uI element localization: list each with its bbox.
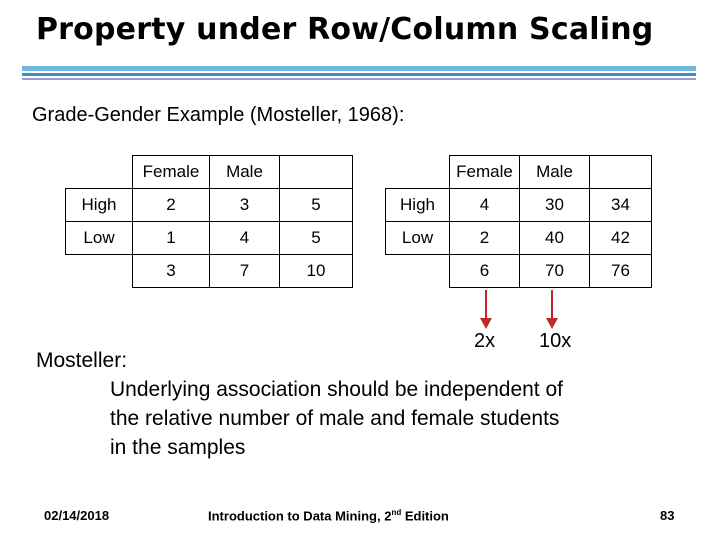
table-cell: 2 <box>133 189 210 222</box>
table-row-totals <box>66 255 353 288</box>
title-rule-top <box>22 66 696 71</box>
table-row-label: High <box>66 189 133 222</box>
table-cell: 7 <box>210 255 280 288</box>
table-cell: 42 <box>590 222 652 255</box>
note-line: Underlying association should be independent of <box>110 378 563 401</box>
table-row <box>66 189 353 222</box>
footer-date: 02/14/2018 <box>44 508 110 523</box>
table-cell: 1 <box>133 222 210 255</box>
table-row <box>386 222 652 255</box>
contingency-table-scaled <box>385 155 652 288</box>
slide-subtitle: Grade-Gender Example (Mosteller, 1968): <box>32 104 405 126</box>
table-cell: 34 <box>590 189 652 222</box>
slide-title: Property under Row/Column Scaling <box>36 12 654 47</box>
table-cell <box>386 156 450 189</box>
note-heading: Mosteller: <box>36 349 128 372</box>
male-scale-label: 10x <box>539 330 572 352</box>
table-cell: 5 <box>280 189 353 222</box>
contingency-table-original <box>65 155 353 288</box>
table-row-label: High <box>386 189 450 222</box>
table-header-cell: Male <box>210 156 280 189</box>
table-cell: 10 <box>280 255 353 288</box>
table-cell <box>66 255 133 288</box>
arrow-down-icon <box>545 290 559 330</box>
table-header-cell <box>590 156 652 189</box>
table-header-cell: Female <box>450 156 520 189</box>
note-line: the relative number of male and female students <box>110 407 560 430</box>
table-header-row <box>66 156 353 189</box>
table-header-cell: Male <box>520 156 590 189</box>
table-row-label: Low <box>386 222 450 255</box>
table-row-totals <box>386 255 652 288</box>
table-cell: 40 <box>520 222 590 255</box>
title-rule-bottom <box>22 78 696 80</box>
footer-book-title: Introduction to Data Mining, 2nd Edition <box>208 508 449 524</box>
page-number: 83 <box>660 508 675 523</box>
arrow-down-icon <box>479 290 493 330</box>
table-cell: 4 <box>210 222 280 255</box>
table-cell: 5 <box>280 222 353 255</box>
table-cell <box>66 156 133 189</box>
table-cell: 3 <box>133 255 210 288</box>
table-row <box>386 189 652 222</box>
female-scale-label: 2x <box>474 330 496 352</box>
mosteller-note <box>36 346 563 462</box>
title-rule-middle <box>22 73 696 76</box>
table-row <box>66 222 353 255</box>
table-cell: 6 <box>450 255 520 288</box>
table-cell: 4 <box>450 189 520 222</box>
table-row-label: Low <box>66 222 133 255</box>
table-cell: 76 <box>590 255 652 288</box>
note-line: in the samples <box>110 436 246 459</box>
table-cell: 70 <box>520 255 590 288</box>
table-header-cell <box>280 156 353 189</box>
table-cell <box>386 255 450 288</box>
table-header-cell: Female <box>133 156 210 189</box>
table-header-row <box>386 156 652 189</box>
table-cell: 30 <box>520 189 590 222</box>
table-cell: 2 <box>450 222 520 255</box>
table-cell: 3 <box>210 189 280 222</box>
